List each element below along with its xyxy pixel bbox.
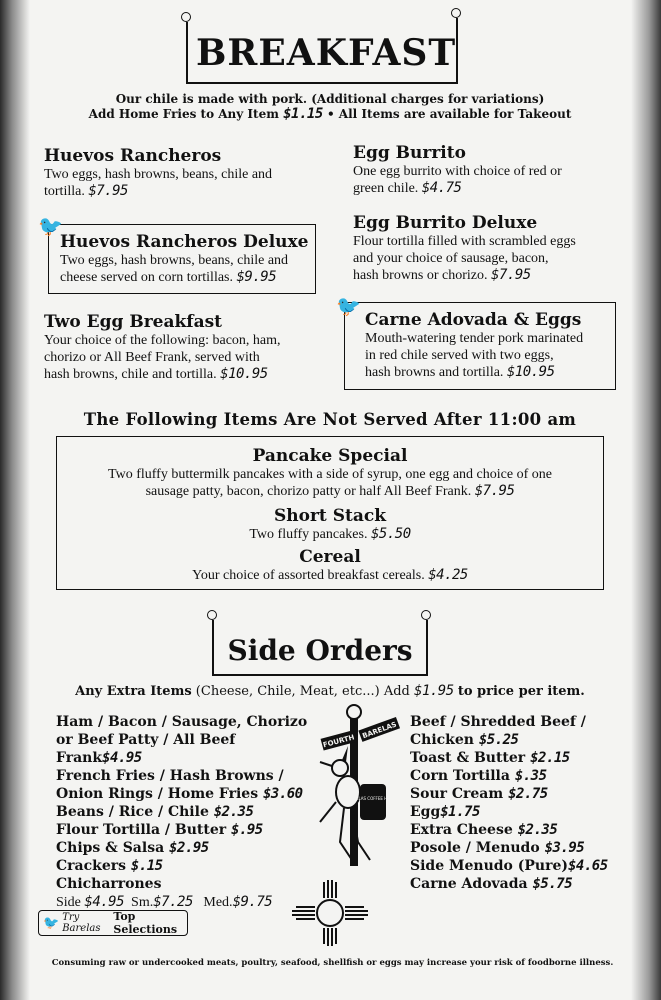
item-desc: Mouth-watering tender pork marinated (365, 331, 584, 346)
item-desc: One egg burrito with choice of red or (353, 164, 562, 179)
extra-suffix: to price per item. (457, 684, 585, 699)
list-item: Carne Adovada $5.75 (410, 876, 573, 892)
list-item: Toast & Butter $2.15 (410, 750, 570, 766)
sign-text-barelas: BARELAS (361, 720, 398, 741)
list-item: Chicharrones (56, 876, 162, 892)
sign-text-fourth: FOURTH (322, 733, 356, 750)
chicharrones-prices: Side $4.95 Sm.$7.25 Med.$9.75 (56, 894, 273, 910)
item-desc: Two eggs, hash browns, beans, chile and (60, 253, 289, 268)
item-price: $5.50 (370, 526, 411, 542)
list-item: Corn Tortilla $.35 (410, 768, 547, 784)
chile-note-line2 (60, 107, 600, 122)
item-desc: Your choice of the following: bacon, ham, (44, 333, 281, 348)
item-desc: Two fluffy buttermilk pancakes with a side of syrup, one egg and choice of one (108, 467, 552, 482)
list-item: French Fries / Hash Browns / (56, 768, 284, 784)
home-fries-text: Add Home Fries to Any Item (88, 107, 279, 121)
item-name: Two Egg Breakfast (44, 312, 223, 332)
item-name: Egg Burrito Deluxe (353, 213, 538, 233)
top-selections-badge (38, 910, 188, 936)
item-price: $7.95 (88, 183, 128, 199)
item-desc: cheese served on corn tortillas. (60, 270, 233, 285)
extra-price: $1.95 (414, 683, 454, 699)
item-price: $7.95 (474, 483, 515, 499)
list-item: Extra Cheese $2.35 (410, 822, 558, 838)
item-price: $4.25 (428, 567, 468, 583)
carne-eggs-content (365, 310, 610, 381)
menu-item-egg-burrito (353, 143, 633, 197)
item-price: $4.75 (421, 180, 462, 196)
item-desc: Your choice of assorted breakfast cereals. (192, 568, 425, 583)
item-price: $7.95 (491, 267, 531, 283)
list-item: Chicken $5.25 (410, 732, 519, 748)
menu-item-pancake-special (60, 446, 600, 500)
item-desc: Two eggs, hash browns, beans, chile and (44, 167, 273, 182)
item-name: Huevos Rancheros (44, 146, 222, 166)
item-desc: tortilla. (44, 184, 85, 199)
morning-heading: The Following Items Are Not Served After 11:00 am (83, 410, 577, 429)
barrel-text: BARELAS COFFEE HOUSE (347, 796, 399, 801)
foodborne-disclaimer: Consuming raw or undercooked meats, poultry, seafood, shellfish or eggs may increase your risk of foodborne illness. (51, 958, 614, 968)
item-desc: sausage patty, bacon, chorizo patty or half All Beef Frank. (145, 484, 472, 499)
list-item: Egg$1.75 (410, 804, 480, 820)
list-item: Posole / Menudo $3.95 (410, 840, 585, 856)
chile-note (60, 92, 600, 122)
item-price: $10.95 (220, 366, 268, 382)
side-list-right (410, 713, 635, 893)
takeout-text: • All Items are available for Takeout (326, 107, 572, 121)
list-item: Crackers $.15 (56, 858, 163, 874)
chile-note-line1: Our chile is made with pork. (Additional charges for variations) (115, 92, 545, 106)
item-desc: hash browns, chile and tortilla. (44, 367, 217, 382)
extra-mid: (Cheese, Chile, Meat, etc...) Add (195, 684, 410, 699)
menu-item-short-stack (60, 506, 600, 543)
menu-item-egg-burrito-deluxe (353, 213, 633, 284)
item-desc: Flour tortilla filled with scrambled eggs (353, 234, 576, 249)
item-desc: green chile. (353, 181, 419, 196)
item-desc: and your choice of sausage, bacon, (353, 251, 549, 266)
try-label: Try Barelas (62, 912, 101, 934)
list-item: Beans / Rice / Chile $2.35 (56, 804, 254, 820)
item-name: Carne Adovada & Eggs (365, 310, 582, 330)
list-item: Beef / Shredded Beef / (410, 714, 586, 730)
page-title: BREAKFAST (196, 32, 457, 74)
extra-prefix: Any Extra Items (75, 684, 192, 699)
roadrunner-mini-icon: 🐦 (38, 214, 63, 238)
item-name: Short Stack (274, 506, 386, 526)
list-item: or Beef Patty / All Beef Frank$4.95 (56, 732, 236, 766)
item-name: Pancake Special (252, 446, 408, 466)
item-price: $9.95 (236, 269, 277, 285)
item-desc: chorizo or All Beef Frank, served with (44, 350, 260, 365)
roadrunner-street-sign-icon (318, 702, 408, 872)
item-name: Cereal (299, 547, 361, 567)
item-desc: in red chile served with two eggs, (365, 348, 554, 363)
list-item: Onion Rings / Home Fries $3.60 (56, 786, 303, 802)
top-selections-label: Top Selections (113, 910, 178, 936)
item-price: $10.95 (506, 364, 555, 380)
home-fries-price: $1.15 (283, 106, 323, 122)
item-name: Huevos Rancheros Deluxe (60, 232, 309, 252)
side-list-left (56, 713, 316, 912)
list-item: Sour Cream $2.75 (410, 786, 548, 802)
menu-item-two-egg-breakfast (44, 312, 334, 383)
list-item: Side Menudo (Pure)$4.65 (410, 858, 608, 874)
item-desc: hash browns and tortilla. (365, 365, 504, 380)
side-orders-title: Side Orders (227, 634, 413, 667)
list-item: Chips & Salsa $2.95 (56, 840, 209, 856)
roadrunner-mini-icon: 🐦 (43, 915, 60, 931)
list-item: Ham / Bacon / Sausage, Chorizo (56, 714, 308, 730)
huevos-deluxe-content (60, 232, 310, 286)
zia-sun-icon (290, 880, 370, 946)
extra-items-note (40, 683, 620, 699)
item-desc: Two fluffy pancakes. (249, 527, 368, 542)
item-name: Egg Burrito (353, 143, 466, 163)
list-item: Flour Tortilla / Butter $.95 (56, 822, 263, 838)
scan-edge-left (0, 0, 30, 1000)
item-desc: hash browns or chorizo. (353, 268, 488, 283)
roadrunner-mini-icon: 🐦 (336, 294, 361, 318)
menu-item-huevos-rancheros (44, 146, 334, 200)
menu-item-cereal (60, 547, 600, 584)
scan-edge-right (631, 0, 661, 1000)
